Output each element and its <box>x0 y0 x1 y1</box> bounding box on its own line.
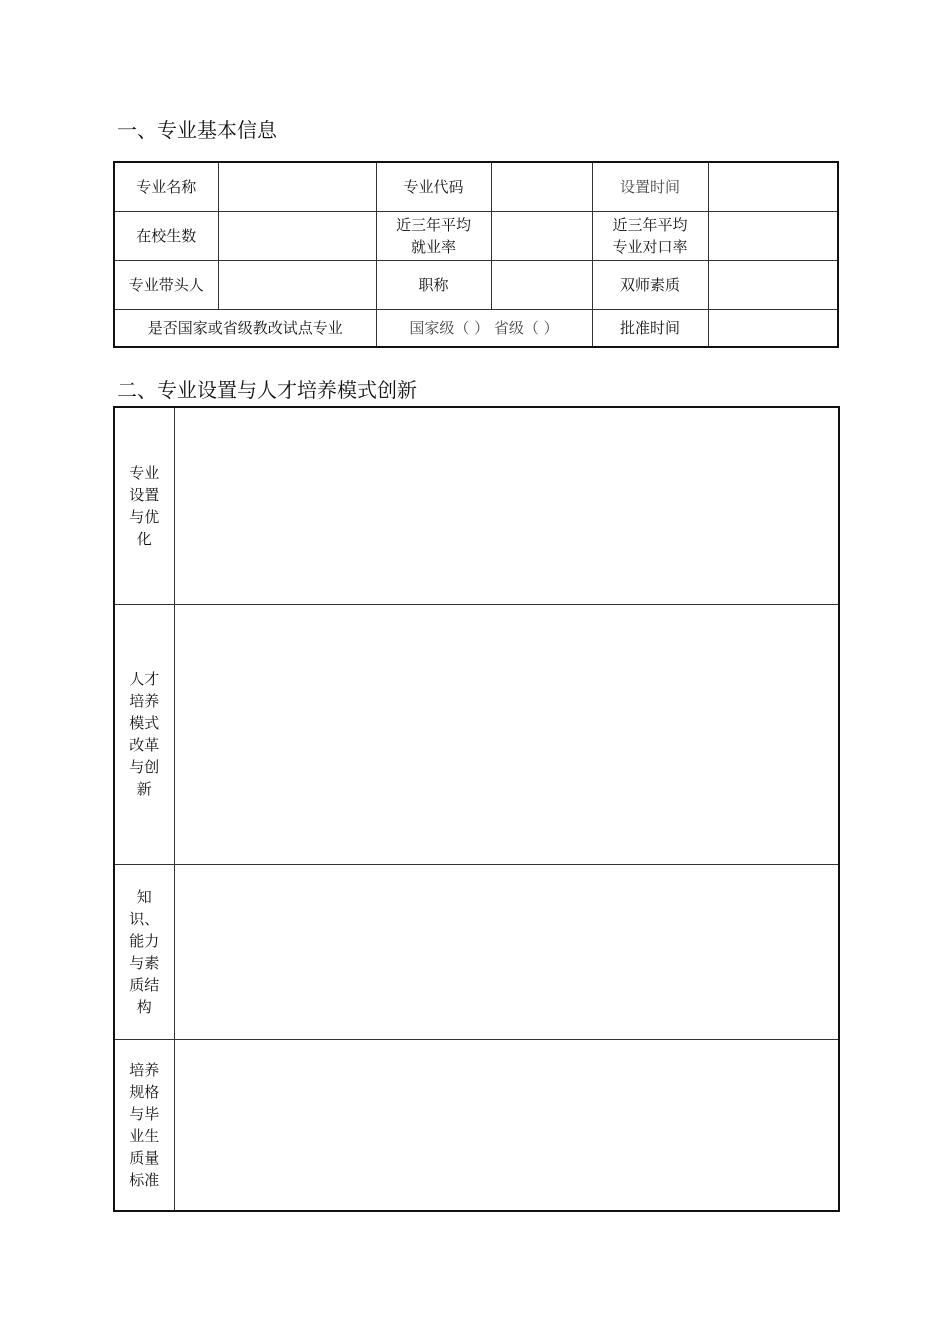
setup-optimization-label-text: 专业设置与优化 <box>129 463 160 548</box>
approval-time-label: 批准时间 <box>592 310 708 348</box>
match-rate-label-line1: 近三年平均 <box>612 216 688 234</box>
provincial-level-option[interactable]: 省级（ ） <box>493 319 559 337</box>
graduate-standard-label <box>114 1039 174 1211</box>
match-rate-field[interactable] <box>708 212 838 261</box>
knowledge-structure-label-text: 知识、能力与素质结构 <box>129 887 160 1016</box>
training-reform-content[interactable] <box>174 604 839 864</box>
match-rate-label-line2: 专业对口率 <box>612 238 688 256</box>
table-row <box>114 212 838 261</box>
section-title-training-mode: 二、专业设置与人才培养模式创新 <box>117 378 417 402</box>
graduate-standard-label-text: 培养规格与毕业生质量标准 <box>129 1060 160 1189</box>
table-row <box>114 407 839 604</box>
table-row <box>114 261 838 310</box>
graduate-standard-content[interactable] <box>174 1039 839 1211</box>
students-label: 在校生数 <box>114 212 218 261</box>
section-title-basic-info: 一、专业基本信息 <box>117 118 277 142</box>
training-reform-label <box>114 604 174 864</box>
employment-rate-label <box>376 212 491 261</box>
major-name-field[interactable] <box>218 162 376 212</box>
employment-rate-field[interactable] <box>491 212 592 261</box>
approval-time-field[interactable] <box>708 310 838 348</box>
training-mode-table <box>113 406 840 1212</box>
setup-optimization-content[interactable] <box>174 407 839 604</box>
dual-qualified-field[interactable] <box>708 261 838 310</box>
students-field[interactable] <box>218 212 376 261</box>
training-reform-label-text: 人才培养模式改革与创新 <box>129 670 160 798</box>
setup-time-label: 设置时间 <box>592 162 708 212</box>
knowledge-structure-label <box>114 864 174 1039</box>
basic-info-table <box>113 161 839 348</box>
table-row <box>114 604 839 864</box>
leader-field[interactable] <box>218 261 376 310</box>
pilot-level-options <box>376 310 592 348</box>
table-row <box>114 162 838 212</box>
match-rate-label <box>592 212 708 261</box>
title-label: 职称 <box>376 261 491 310</box>
employment-rate-label-line1: 近三年平均 <box>395 216 471 234</box>
setup-time-field[interactable] <box>708 162 838 212</box>
leader-label: 专业带头人 <box>114 261 218 310</box>
national-level-option[interactable]: 国家级（ ） <box>409 319 490 337</box>
major-name-label: 专业名称 <box>114 162 218 212</box>
title-field[interactable] <box>491 261 592 310</box>
table-row <box>114 310 838 348</box>
table-row <box>114 1039 839 1211</box>
pilot-major-label: 是否国家或省级教改试点专业 <box>114 310 376 348</box>
knowledge-structure-content[interactable] <box>174 864 839 1039</box>
major-code-label: 专业代码 <box>376 162 491 212</box>
employment-rate-label-line2: 就业率 <box>410 238 456 256</box>
table-row <box>114 864 839 1039</box>
setup-optimization-label <box>114 407 174 604</box>
dual-qualified-label: 双师素质 <box>592 261 708 310</box>
major-code-field[interactable] <box>491 162 592 212</box>
